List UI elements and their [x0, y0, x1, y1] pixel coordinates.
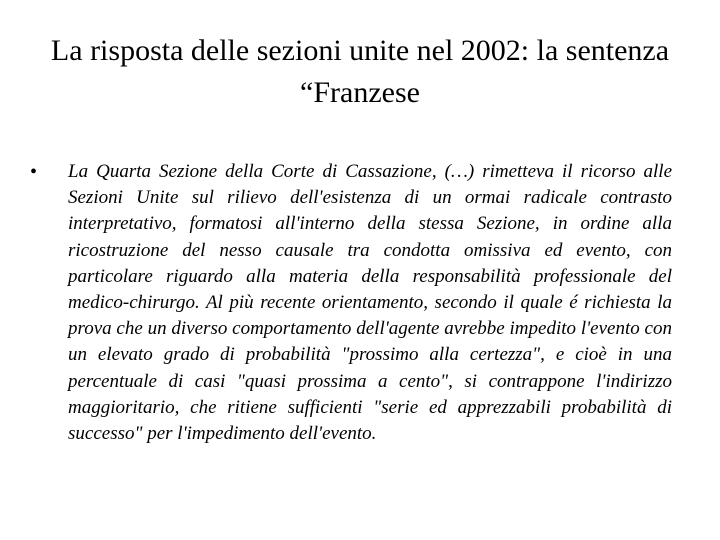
bullet-item — [30, 159, 680, 447]
bullet-text: La Quarta Sezione della Corte di Cassazione, (…) rimetteva il ricorso alle Sezioni Unite sul rilievo dell'esistenza di un ormai radicale contrasto interpretativo, formatosi all'interno della stessa Sezione, in ordine alla ricostruzione del nesso causale tra condotta omissiva ed evento, con particolare riguardo alla materia della responsabilità professionale del medico-chirurgo. Al più recente orientamento, secondo il quale é richiesta la prova che un diverso comportamento dell'agente avrebbe impedito l'evento con un elevato grado di probabilità "prossimo alla certezza", e cioè in una percentuale di casi "quasi prossima a cento", si contrappone l'indirizzo maggioritario, che ritiene sufficienti "serie ed apprezzabili probabilità di successo" per l'impedimento dell'evento. — [68, 161, 672, 445]
slide-title: La risposta delle sezioni unite nel 2002: la sentenza “Franzese — [50, 34, 670, 109]
bullet-icon: • — [30, 161, 38, 183]
slide-body — [30, 159, 680, 447]
